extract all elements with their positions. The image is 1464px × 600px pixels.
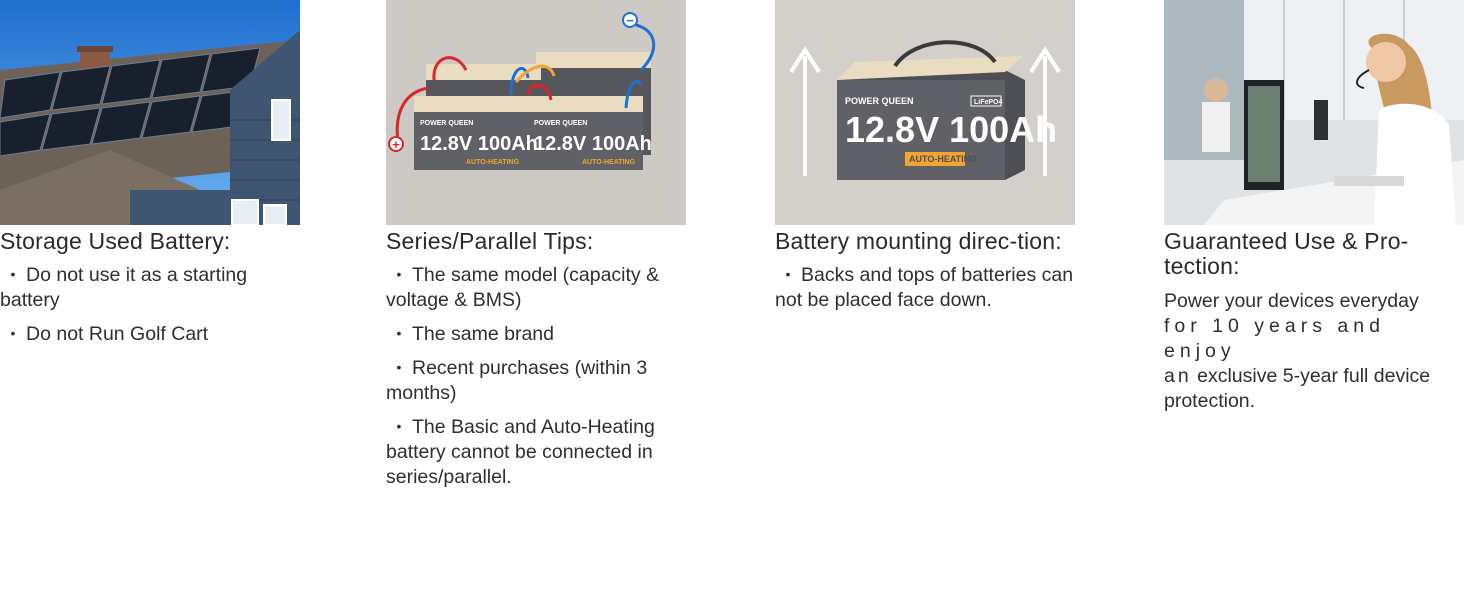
column-title: Battery mounting direc-tion: [775,228,1062,254]
bullet-icon: • [785,266,791,282]
column-series-parallel [386,0,686,498]
battery-rating: 12.8V 100Ah [420,133,538,155]
list-item: • Do not Run Golf Cart [0,321,300,347]
solar-roof-image [0,0,300,225]
list-item: • Backs and tops of batteries can not be placed face down. [775,264,1074,311]
battery-chemistry: LiFePO4 [974,99,1003,106]
bullet-icon: • [396,418,402,434]
list-item: • The same model (capacity & voltage & BMS) [386,264,660,311]
bullet-icon: • [10,266,16,282]
battery-brand: POWER QUEEN [845,96,914,106]
bullet-icon: • [396,325,402,341]
column-storage [0,0,300,355]
battery-brand: POWER QUEEN [534,120,588,127]
svg-text:+: + [392,137,400,152]
bullet-icon: • [396,266,402,282]
battery-brand: POWER QUEEN [420,120,474,127]
battery-feature: AUTO-HEATING [466,159,520,166]
series-parallel-image [386,0,686,225]
battery-feature: AUTO-HEATING [582,159,636,166]
column-mounting [775,0,1075,321]
bullet-list [0,262,300,347]
column-title: Series/Parallel Tips: [386,228,594,254]
mounting-direction-image [775,0,1075,225]
list-item: • The Basic and Auto-Heating battery cannot be connected in series/parallel. [386,416,655,488]
bullet-list [386,262,686,490]
bullet-list [775,262,1075,313]
column-title: Storage Used Battery: [0,228,231,254]
battery-rating: 12.8V 100Ah [534,133,652,155]
list-item: • The same brand [386,321,686,347]
list-item: • Recent purchases (within 3 months) [386,357,648,404]
bullet-icon: • [10,325,16,341]
column-title: Guaranteed Use & Pro-tection: [1164,228,1409,279]
list-item: • Do not use it as a starting battery [0,264,248,311]
battery-rating: 12.8V 100Ah [845,109,1058,150]
column-guarantee [1164,0,1464,414]
battery-feature: AUTO-HEATING [909,154,978,164]
customer-service-image [1164,0,1464,225]
bullet-icon: • [396,359,402,375]
svg-text:−: − [626,13,634,28]
guarantee-description: Power your devices everyday for 10 years and enjoy an exclusive 5-year full device protection. [1164,290,1431,412]
